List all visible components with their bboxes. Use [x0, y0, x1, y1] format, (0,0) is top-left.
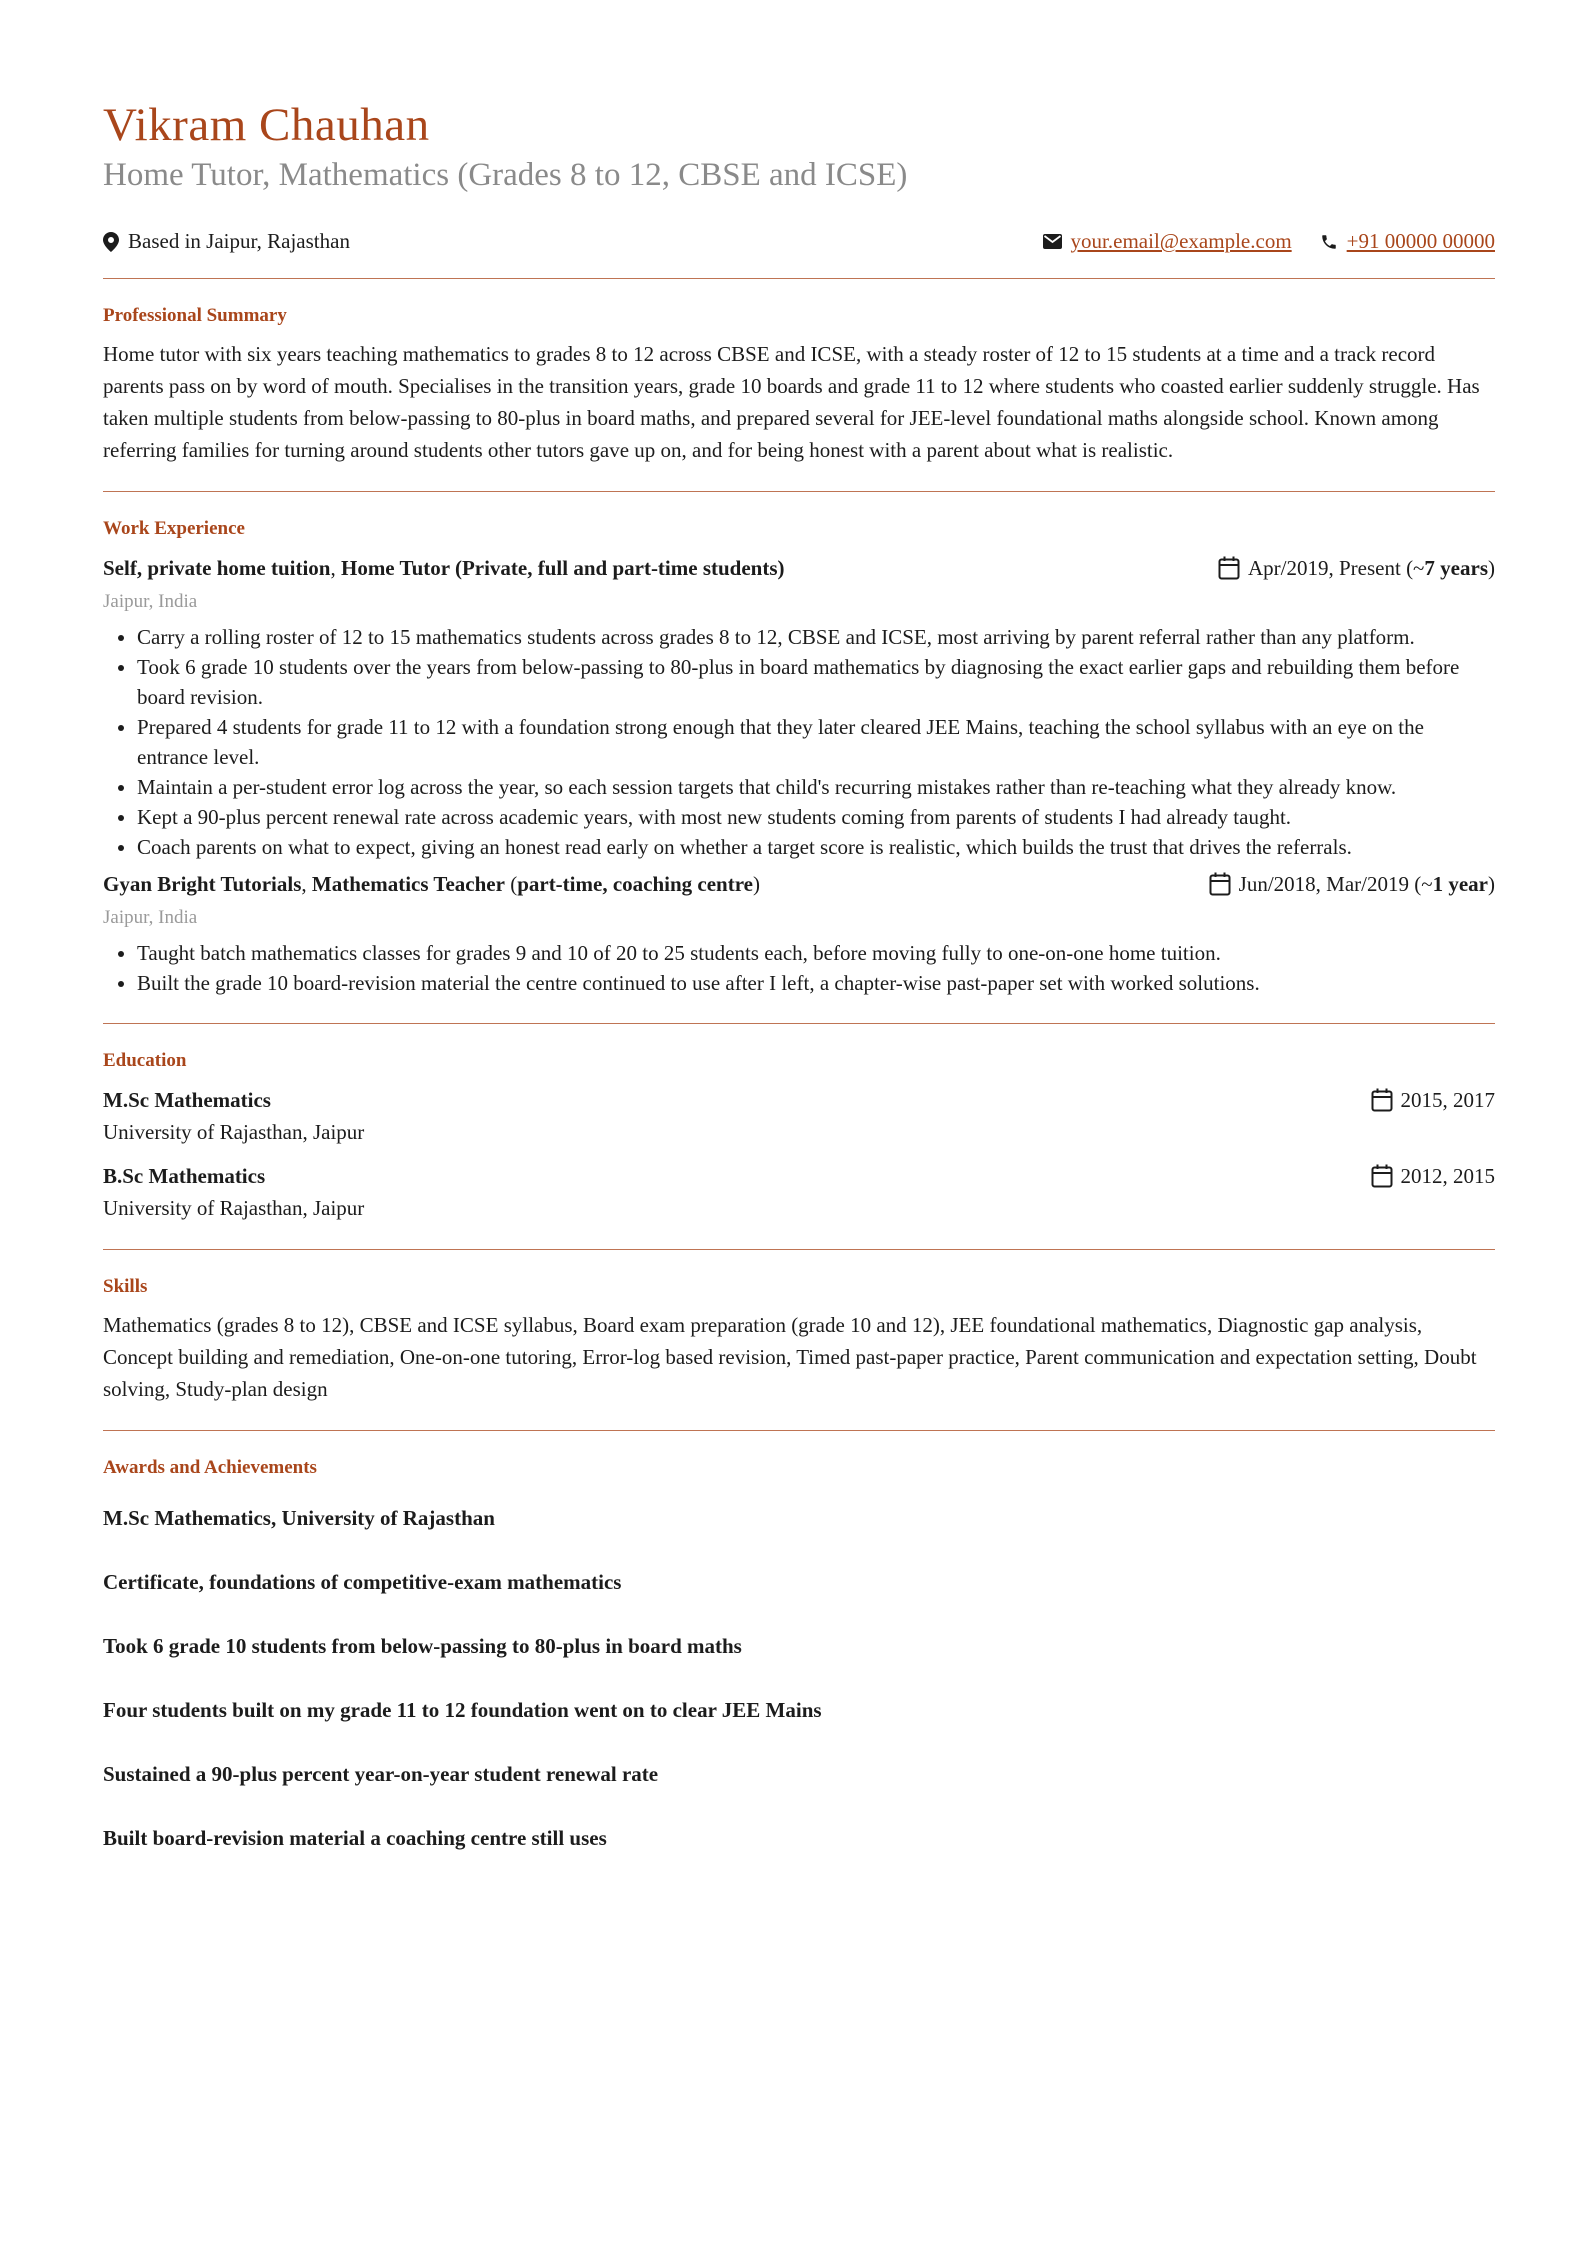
location-contact — [103, 229, 350, 254]
job-entry — [103, 552, 1495, 862]
location-text: Based in Jaipur, Rajasthan — [128, 229, 350, 254]
calendar-icon — [1371, 1088, 1393, 1112]
summary-title: Professional Summary — [103, 304, 287, 326]
education-degree: M.Sc Mathematics — [103, 1087, 271, 1112]
list-item: • Prepared 4 students for grade 11 to 12 with a foundation strong enough that they later cleared JEE Mains, teaching the school syllabus with an eye on the entrance level. — [137, 712, 1495, 772]
job-date: Apr/2019, Present (~ 7 years ) — [1218, 552, 1495, 584]
skills-text: Mathematics (grades 8 to 12), CBSE and ICSE syllabus, Board exam preparation (grade 10 and 12), JEE foundational mathematics, Diagnostic gap analysis, Concept building and remediation, One-on-one tutoring, Error-log based revision, Timed past-paper practice, Parent communication and expectation setting, Doubt solving, Study-plan design — [103, 1313, 1477, 1402]
education-section — [103, 1024, 1495, 1249]
divider — [103, 491, 1495, 492]
list-item: • Kept a 90-plus percent renewal rate across academic years, with most new students coming from parents of students I had already taught. — [137, 802, 1495, 832]
list-item: • Took 6 grade 10 students over the years from below-passing to 80-plus in board mathematics by diagnosing the exact earlier gaps and rebuilding them before board revision. — [137, 652, 1495, 712]
email-contact — [1043, 229, 1292, 254]
list-item: • Built the grade 10 board-revision material the centre continued to use after I left, a chapter-wise past-paper set with worked solutions. — [137, 968, 1495, 998]
education-header — [103, 1160, 1495, 1192]
education-title: Education — [103, 1050, 187, 1072]
job-note: part-time, coaching centre — [517, 872, 753, 897]
candidate-name: Vikram Chauhan — [103, 99, 430, 151]
job-role: Home Tutor — [340, 556, 450, 581]
education-degree: B.Sc Mathematics — [103, 1163, 266, 1188]
award-item: Sustained a 90-plus percent year-on-year student renewal rate — [103, 1762, 659, 1787]
email-link[interactable]: your.email@example.com — [1070, 229, 1292, 254]
job-role: Mathematics Teacher — [311, 872, 505, 897]
education-header — [103, 1084, 1495, 1116]
job-location: Jaipur, India — [103, 907, 198, 929]
job-bullets — [103, 938, 1495, 998]
job-bullets — [103, 622, 1495, 862]
skills-section — [103, 1250, 1495, 1431]
education-school: University of Rajasthan, Jaipur — [103, 1195, 365, 1220]
education-date: 2015, 2017 — [1371, 1084, 1496, 1116]
summary-text: Home tutor with six years teaching mathematics to grades 8 to 12 across CBSE and ICSE, with a steady roster of 12 to 15 students at a time and a track record parents pass on by word of mouth. Specialises in the transition years, grade 10 boards and grade 11 to 12 where students who coasted earlier suddenly struggle. Has taken multiple students from below-passing to 80-plus in board maths, and prepared several for JEE-level foundational maths alongside school. Known among referring families for turning around students other tutors gave up on, and for being honest with a parent about what is realistic. — [103, 342, 1480, 463]
job-duration: 1 year — [1432, 872, 1488, 897]
education-school: University of Rajasthan, Jaipur — [103, 1119, 365, 1144]
job-duration: 7 years — [1424, 556, 1488, 581]
award-item: Took 6 grade 10 students from below-passing to 80-plus in board maths — [103, 1634, 742, 1659]
candidate-headline: Home Tutor, Mathematics (Grades 8 to 12, CBSE and ICSE) — [103, 157, 908, 194]
award-item: Certificate, foundations of competitive-exam mathematics — [103, 1570, 622, 1595]
experience-section — [103, 492, 1495, 1023]
awards-section — [103, 1431, 1495, 1912]
award-item: Four students built on my grade 11 to 12 foundation went on to clear JEE Mains — [103, 1698, 822, 1723]
job-employer: Self, private home tuition — [103, 556, 331, 581]
divider — [103, 1430, 1495, 1431]
list-item: • Carry a rolling roster of 12 to 15 mathematics students across grades 8 to 12, CBSE and ICSE, most arriving by parent referral rather than any platform. — [137, 622, 1495, 652]
map-pin-icon — [103, 232, 119, 252]
award-item: M.Sc Mathematics, University of Rajasthan — [103, 1506, 495, 1531]
skills-title: Skills — [103, 1275, 148, 1297]
job-location: Jaipur, India — [103, 591, 198, 613]
contact-row — [103, 226, 1495, 258]
contact-right — [1043, 229, 1495, 254]
list-item: • Taught batch mathematics classes for grades 9 and 10 of 20 to 25 students each, before moving fully to one-on-one home tuition. — [137, 938, 1495, 968]
phone-link[interactable]: +91 00000 00000 — [1346, 229, 1495, 254]
education-entry — [103, 1160, 1495, 1224]
job-header — [103, 868, 1495, 900]
divider — [103, 1249, 1495, 1250]
job-employer: Gyan Bright Tutorials — [103, 872, 302, 897]
phone-icon — [1320, 233, 1338, 251]
education-date: 2012, 2015 — [1371, 1160, 1496, 1192]
phone-contact — [1320, 229, 1495, 254]
job-date: Jun/2018, Mar/2019 (~ 1 year ) — [1209, 868, 1495, 900]
list-item: • Maintain a per-student error log across the year, so each session targets that child's recurring mistakes rather than re-teaching what they already know. — [137, 772, 1495, 802]
summary-section — [103, 279, 1495, 492]
calendar-icon — [1218, 556, 1240, 580]
divider — [103, 278, 1495, 279]
experience-title: Work Experience — [103, 518, 245, 540]
divider — [103, 1023, 1495, 1024]
calendar-icon — [1371, 1164, 1393, 1188]
list-item: • Coach parents on what to expect, giving an honest read early on whether a target score is realistic, which builds the trust that drives the referrals. — [137, 832, 1495, 862]
job-header — [103, 552, 1495, 584]
calendar-icon — [1209, 872, 1231, 896]
education-entry — [103, 1084, 1495, 1148]
job-title: Self, private home tuition, Home Tutor (Private, full and part-time students) — [103, 556, 785, 581]
mail-icon — [1043, 234, 1062, 249]
award-item: Built board-revision material a coaching centre still uses — [103, 1826, 607, 1851]
contact-left — [103, 229, 350, 254]
job-title: Gyan Bright Tutorials, Mathematics Teacher (part-time, coaching centre) — [103, 872, 760, 897]
job-note: Private, full and part-time students — [461, 556, 778, 581]
awards-title: Awards and Achievements — [103, 1457, 317, 1479]
job-entry — [103, 868, 1495, 998]
